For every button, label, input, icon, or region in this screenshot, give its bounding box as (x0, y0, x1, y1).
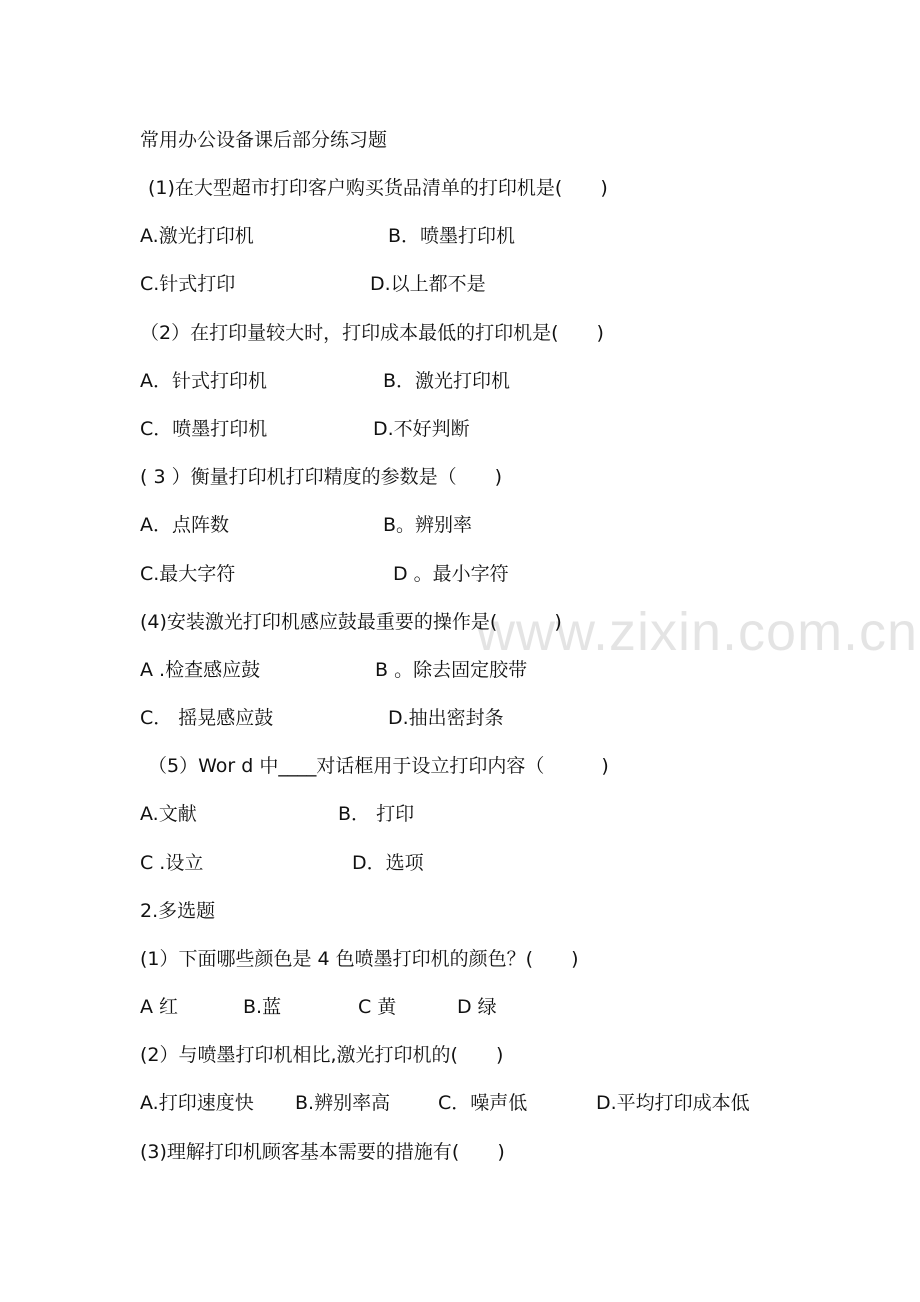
multi-question-1-option-a: A 红 (140, 996, 179, 1018)
multi-question-1-option-b: B.蓝 (243, 996, 282, 1018)
question-3-option-b: B。辨别率 (383, 514, 473, 536)
question-3-option-c: C.最大字符 (140, 563, 236, 585)
question-1-option-b: B．喷墨打印机 (388, 225, 516, 247)
question-1-option-a: A.激光打印机 (140, 225, 254, 247)
multi-question-2-option-b: B.辨别率高 (295, 1092, 391, 1114)
question-2-option-c: C．喷墨打印机 (140, 418, 268, 440)
question-1-stem: (1)在大型超市打印客户购买货品清单的打印机是( ) (148, 177, 608, 199)
question-4-option-c: C． 摇晃感应鼓 (140, 707, 274, 729)
question-2-option-b: B．激光打印机 (383, 370, 511, 392)
question-2-option-d: D.不好判断 (373, 418, 470, 440)
multi-question-2-option-c: C．噪声低 (438, 1092, 528, 1114)
multi-question-1-stem: (1）下面哪些颜色是 4 色喷墨打印机的颜色？( ) (140, 948, 579, 970)
multi-question-3-stem: (3)理解打印机顾客基本需要的措施有( ) (140, 1141, 505, 1163)
question-3-option-d: D 。最小字符 (393, 563, 509, 585)
document-title: 常用办公设备课后部分练习题 (140, 129, 388, 151)
multi-question-2-option-a: A.打印速度快 (140, 1092, 254, 1114)
question-5-option-b: B． 打印 (338, 803, 415, 825)
question-4-option-b: B 。除去固定胶带 (375, 659, 528, 681)
question-3-stem: ( 3 ）衡量打印机打印精度的参数是（ ) (140, 466, 502, 488)
multi-question-2-option-d: D.平均打印成本低 (596, 1092, 750, 1114)
question-1-option-d: D.以上都不是 (370, 273, 486, 295)
multi-question-2-stem: (2）与喷墨打印机相比,激光打印机的( ) (140, 1044, 504, 1066)
question-2-stem: （2）在打印量较大时，打印成本最低的打印机是( ) (140, 322, 604, 344)
question-1-option-c: C.针式打印 (140, 273, 236, 295)
question-5-stem: （5）Wor d 中____对话框用于设立打印内容（ ) (148, 755, 609, 777)
question-2-option-a: A．针式打印机 (140, 370, 267, 392)
section-heading: 2.多选题 (140, 900, 216, 922)
multi-question-1-option-d: D 绿 (457, 996, 497, 1018)
question-5-option-c: C .设立 (140, 852, 204, 874)
question-5-option-a: A.文献 (140, 803, 197, 825)
question-4-option-a: A .检查感应鼓 (140, 659, 261, 681)
question-4-option-d: D.抽出密封条 (388, 707, 504, 729)
question-3-option-a: A．点阵数 (140, 514, 229, 536)
question-5-option-d: D．选项 (352, 852, 424, 874)
question-4-stem: (4)安装激光打印机感应鼓最重要的操作是( ) (140, 611, 562, 633)
watermark: www.zixin.com.cn (476, 602, 919, 662)
multi-question-1-option-c: C 黄 (358, 996, 397, 1018)
